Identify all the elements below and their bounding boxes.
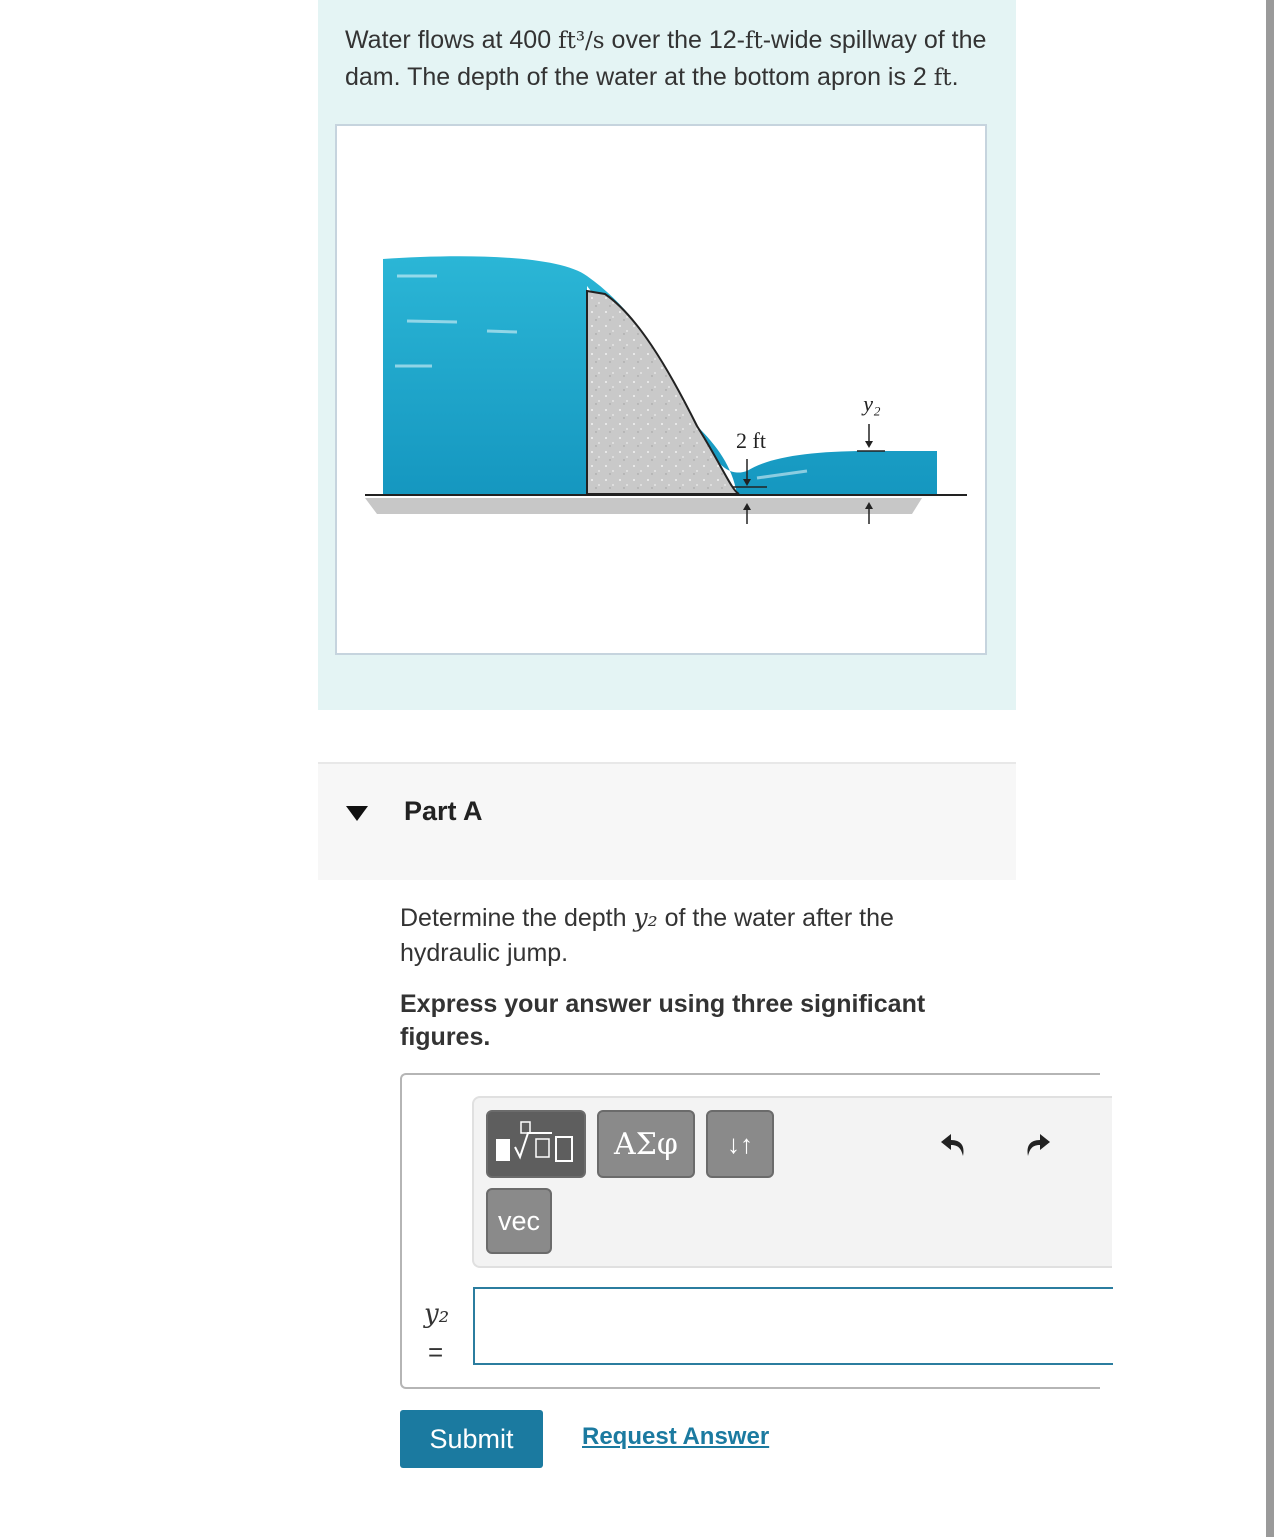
greek-symbols-button[interactable]: ΑΣφ xyxy=(597,1110,695,1178)
request-answer-link[interactable]: Request Answer xyxy=(582,1423,770,1450)
window-edge xyxy=(1266,0,1274,1537)
submit-button[interactable]: Submit xyxy=(400,1410,543,1468)
question-text: Determine the depth y₂ of the water after the hydraulic jump. xyxy=(400,903,894,967)
depth-unit: ft xyxy=(933,65,952,91)
depth2-arrowhead-top xyxy=(865,441,873,448)
flow-unit: ft³/s xyxy=(558,28,605,54)
templates-button[interactable] xyxy=(486,1110,586,1178)
spillway-figure xyxy=(335,124,987,655)
part-title: Part A xyxy=(404,796,483,826)
sort-arrows-button[interactable]: ↓↑ xyxy=(706,1110,774,1178)
math-toolbar xyxy=(472,1096,1112,1268)
problem-panel xyxy=(318,0,1016,710)
redo-icon[interactable] xyxy=(1018,1126,1052,1165)
width-unit: ft xyxy=(744,28,763,54)
apron-ground xyxy=(365,498,922,514)
equals-sign: = xyxy=(428,1337,444,1367)
answer-input[interactable] xyxy=(473,1287,1113,1365)
spillway-diagram xyxy=(337,126,985,653)
part-a-header[interactable] xyxy=(318,762,1016,880)
answer-box xyxy=(400,1073,1100,1389)
depth2-label: y₂ xyxy=(863,391,881,416)
question-variable: y₂ xyxy=(633,903,658,932)
instruction-text: Express your answer using three significant figures. xyxy=(400,990,926,1051)
dam-structure xyxy=(587,291,739,494)
undo-icon[interactable] xyxy=(939,1126,973,1165)
depth1-label: 2 ft xyxy=(736,428,766,453)
templates-icon xyxy=(492,1119,580,1169)
collapse-caret-icon[interactable] xyxy=(346,806,368,821)
answer-variable: y₂ xyxy=(424,1299,450,1329)
vector-button[interactable]: vec xyxy=(486,1188,552,1254)
problem-statement: Water flows at 400 ft³/s over the 12-ft-wide spillway of the dam. The depth of the water at the bottom apron is 2 ft. xyxy=(345,26,987,91)
